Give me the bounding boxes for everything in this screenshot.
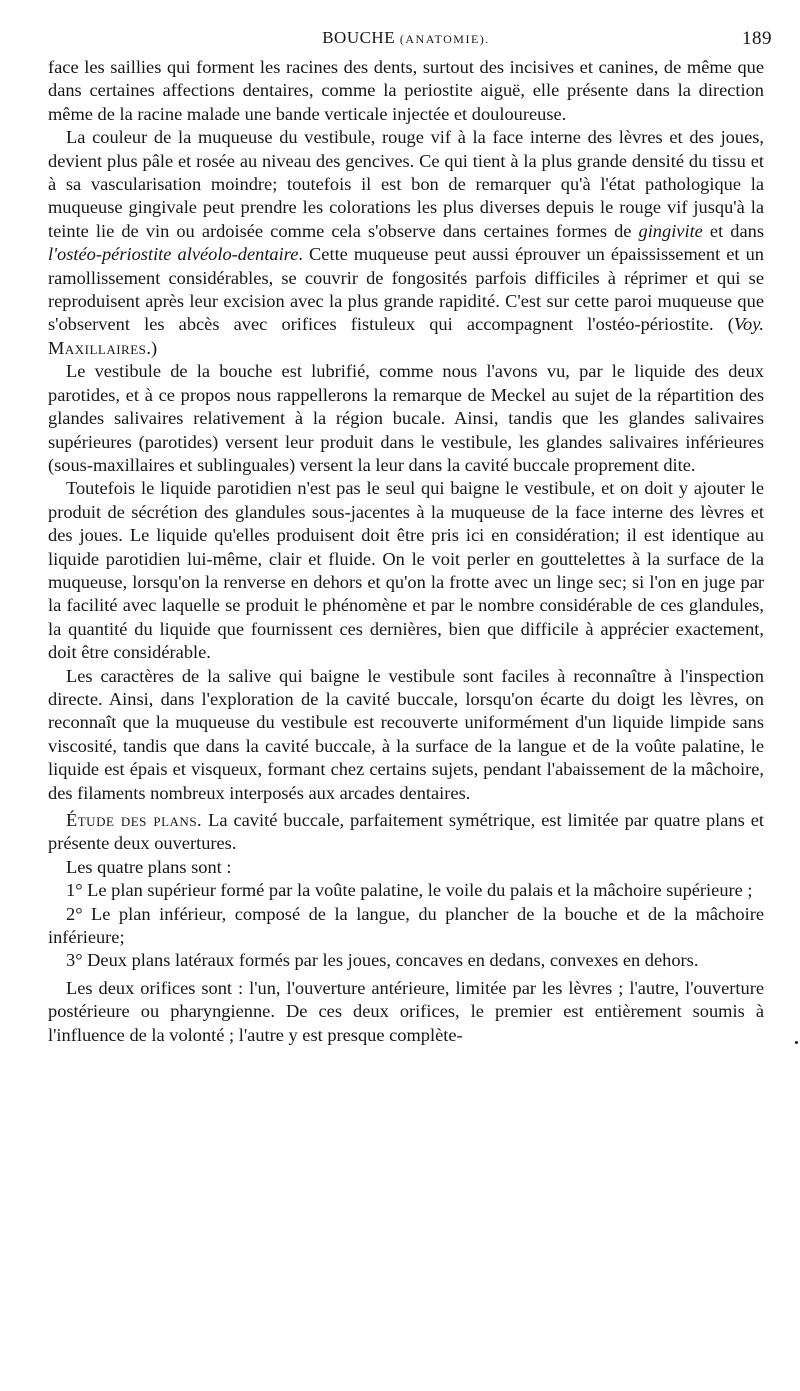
running-head (48, 26, 772, 56)
paragraph-study-of-planes (48, 809, 764, 856)
paragraph-text: . Cette muqueuse peut aussi éprouver un épaississement et un ramollissement considérables, se couvrir de fongosités parfois difficiles à réprimer et qui se reproduisent après leur excision avec la plus grande rapidité. C'est sur cette paroi muqueuse que s'observent les abcès avec orifices fistuleux qui accompagnent l'ostéo-périostite. ( (48, 244, 764, 335)
list-item-plane-1: 1° Le plan supérieur formé par la voûte palatine, le voile du palais et la mâchoire supérieure ; (66, 880, 753, 901)
paragraph-text: .) (146, 337, 158, 358)
italic-voy: Voy. (733, 314, 764, 335)
list-item-plane-2: 2° Le plan inférieur, composé de la langue, du plancher de la bouche et de la mâchoire inférieure; (48, 903, 764, 948)
paragraph-parotid-liquid: Toutefois le liquide parotidien n'est pas le seul qui baigne le vestibule, et on doit y ajouter le produit de sécrétion des glandules sous-jacentes à la muqueuse de la face interne des lèvres et des joues. Le liquide qu'elles produisent doit être pris ici en considération; il est identique au liquide parotidien lui-même, clair et fluide. On le voit perler en gouttelettes à la surface de la muqueuse, lorsqu'on la renverse en dehors et qu'on la frotte avec un linge sec; si l'on en juge par la facilité avec laquelle se produit le phénomène et par le nombre considérable de ces glandules, la quantité du liquide que fournissent ces dernières, bien que difficile à apprécier exactement, doit être considérable. (48, 478, 764, 663)
paragraph-two-orifices: Les deux orifices sont : l'un, l'ouverture antérieure, limitée par les lèvres ; l'autre, l'ouverture postérieure ou pharyngienne. De ces deux orifices, le premier est entièrement soumis à l'influence de la volonté ; l'autre y est presque complète- (48, 977, 764, 1045)
paragraph-continued: face les saillies qui forment les racines des dents, surtout des incisives et canines, de même que dans certaines affections dentaires, comme la periostite aiguë, elle présente dans la direction même de la racine malade une bande verticale injectée et douloureuse. (48, 57, 764, 124)
list-item-plane-3: 3° Deux plans latéraux formés par les joues, concaves en dedans, convexes en dehors. (66, 950, 699, 971)
paragraph-mucosa-color (48, 126, 764, 360)
paragraph-text: et dans (702, 220, 764, 241)
page-number: 189 (742, 28, 772, 49)
paragraph-four-planes-intro: Les quatre plans sont : (66, 856, 232, 877)
paragraph-vestibule-lubrication: Le vestibule de la bouche est lubrifié, comme nous l'avons vu, par le liquide des deux parotides, et à ce propos nous rappellerons la remarque de Meckel au sujet de la répartition des glandes salivaires relativement à la région bucale. Ainsi, tandis que les glandes salivaires supérieures (parotides) versent leur produit dans le vestibule, les glandes salivaires inférieures (sous-maxillaires et sublinguales) versent la leur dans la cavité buccale proprement dite. (48, 361, 764, 475)
italic-term-gingivite: gingivite (638, 220, 703, 241)
running-title (48, 28, 764, 48)
italic-term-osteo-periostite: l'ostéo-périostite alvéolo-dentaire (48, 244, 299, 265)
body-text (48, 56, 764, 1047)
running-title-main: BOUCHE (322, 28, 396, 47)
paragraph-saliva-characteristics: Les caractères de la salive qui baigne le vestibule sont faciles à reconnaître à l'inspection directe. Ainsi, dans l'exploration de la cavité buccale, lorsqu'on écarte du doigt les lèvres, on reconnaît que la muqueuse du vestibule est recouverte uniformément d'un liquide limpide sans viscosité, tandis que dans la cavité buccale, à la surface de la langue et de la voûte palatine, le liquide est épais et visqueux, formant chez certains sujets, pendant l'abaissement de la mâchoire, des filaments nombreux interposés aux arcades dentaires. (48, 665, 764, 803)
cross-reference-maxillaires: Maxillaires (48, 337, 147, 358)
paragraph-text: La couleur de la muqueuse du vestibule, rouge vif à la face interne des lèvres et des joues, devient plus pâle et rosée au niveau des gencives. Ce qui tient à la plus grande densité du tissu et à sa vascularisation moindre; toutefois il est bon de remarquer qu'à l'état pathologique la muqueuse gingivale peut prendre les colorations les plus diverses depuis le rouge vif jusqu'à la teinte lie de vin ou ardoisée comme cela s'observe dans certaines formes de (48, 127, 764, 241)
paragraph-text: La cavité buccale, parfaitement symétrique, est limitée par quatre plans et présente deux ouvertures. (48, 810, 765, 854)
margin-mark (795, 1041, 798, 1044)
section-heading-etude-des-plans: Étude des plans. (66, 810, 203, 830)
running-title-sub: (ANATOMIE). (399, 32, 490, 46)
book-page (48, 26, 772, 1047)
